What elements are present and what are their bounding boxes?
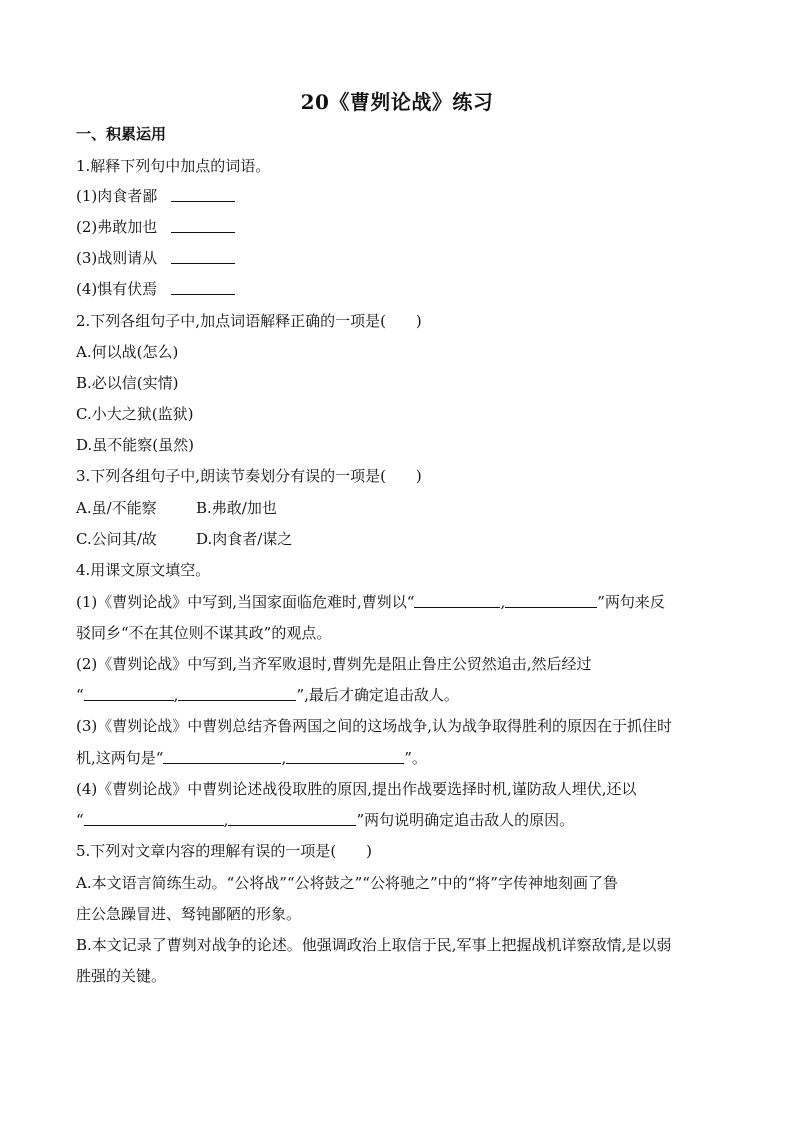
question-5-option-b-line-1[interactable]: B.本文记录了曹刿对战争的论述。他强调政治上取信于民,军事上把握战机详察敌情,是以弱 bbox=[76, 936, 672, 954]
page-title: 20《曹刿论战》练习 bbox=[300, 90, 494, 114]
item-text: (3)战则请从 bbox=[76, 249, 158, 267]
question-1-item-2 bbox=[76, 217, 726, 237]
fill-text: 机,这两句是“ bbox=[76, 749, 164, 767]
answer-blank[interactable] bbox=[171, 279, 235, 295]
question-3-option-d[interactable]: D.肉食者/谋之 bbox=[196, 530, 293, 548]
answer-blank[interactable] bbox=[286, 748, 404, 764]
answer-blank[interactable] bbox=[414, 592, 500, 608]
question-1-item-1 bbox=[76, 186, 726, 206]
fill-text: , bbox=[500, 593, 506, 611]
question-4-part-2-line-1: (2)《曹刿论战》中写到,当齐军败退时,曹刿先是阻止鲁庄公贸然追击,然后经过 bbox=[76, 655, 592, 673]
question-4-part-3-line-2 bbox=[76, 748, 726, 768]
question-2-option-c[interactable]: C.小大之狱(监狱) bbox=[76, 405, 194, 423]
answer-blank[interactable] bbox=[228, 810, 356, 826]
fill-text: ”。 bbox=[404, 749, 427, 767]
question-4-stem: 4.用课文原文填空。 bbox=[76, 561, 211, 579]
fill-text: ”两句说明确定追击敌人的原因。 bbox=[356, 811, 575, 829]
answer-blank[interactable] bbox=[178, 685, 296, 701]
question-2-option-d[interactable]: D.虽不能察(虽然) bbox=[76, 436, 194, 454]
question-2-stem: 2.下列各组句子中,加点词语解释正确的一项是( ) bbox=[76, 312, 422, 330]
answer-blank[interactable] bbox=[171, 248, 235, 264]
question-3-option-c[interactable]: C.公问其/故 bbox=[76, 530, 157, 548]
fill-text: (1)《曹刿论战》中写到,当国家面临危难时,曹刿以“ bbox=[76, 593, 415, 611]
question-4-part-3-line-1: (3)《曹刿论战》中曹刿总结齐鲁两国之间的这场战争,认为战争取得胜利的原因在于抓住时 bbox=[76, 717, 673, 735]
question-3-option-a[interactable]: A.虽/不能察 bbox=[76, 499, 157, 517]
answer-blank[interactable] bbox=[163, 748, 281, 764]
question-3-options-row-1 bbox=[76, 498, 726, 518]
question-3-option-b[interactable]: B.弗敢/加也 bbox=[196, 499, 277, 517]
question-3-stem: 3.下列各组句子中,朗读节奏划分有误的一项是( ) bbox=[76, 467, 422, 485]
item-text: (2)弗敢加也 bbox=[76, 218, 158, 236]
question-5-option-b-line-2: 胜强的关键。 bbox=[76, 967, 167, 985]
question-5-option-a-line-2: 庄公急躁冒进、驽钝鄙陋的形象。 bbox=[76, 905, 302, 923]
answer-blank[interactable] bbox=[84, 810, 224, 826]
question-2-option-b[interactable]: B.必以信(实情) bbox=[76, 374, 179, 392]
item-text: (4)惧有伏焉 bbox=[76, 280, 158, 298]
question-3-options-row-2 bbox=[76, 529, 726, 549]
question-4-part-4-line-1: (4)《曹刿论战》中曹刿论述战役取胜的原因,提出作战要选择时机,谨防敌人埋伏,还以 bbox=[76, 780, 637, 798]
fill-text: , bbox=[281, 749, 287, 767]
section-heading: 一、积累运用 bbox=[76, 125, 167, 143]
question-4-part-2-line-2 bbox=[76, 685, 726, 705]
fill-text: “ bbox=[76, 686, 84, 704]
question-2-option-a[interactable]: A.何以战(怎么) bbox=[76, 343, 179, 361]
answer-blank[interactable] bbox=[505, 592, 597, 608]
fill-text: ”两句来反 bbox=[597, 593, 665, 611]
question-4-part-4-line-2 bbox=[76, 810, 726, 830]
question-1-stem: 1.解释下列句中加点的词语。 bbox=[76, 157, 271, 175]
answer-blank[interactable] bbox=[171, 186, 235, 202]
question-5-stem: 5.下列对文章内容的理解有误的一项是( ) bbox=[76, 842, 373, 860]
fill-text: ”,最后才确定追击敌人。 bbox=[296, 686, 459, 704]
question-1-item-4 bbox=[76, 279, 726, 299]
answer-blank[interactable] bbox=[171, 217, 235, 233]
fill-text: , bbox=[173, 686, 179, 704]
question-4-part-1-line-2: 驳同乡“不在其位则不谋其政”的观点。 bbox=[76, 624, 332, 642]
question-5-option-a-line-1[interactable]: A.本文语言简练生动。“公将战”“公将鼓之”“公将驰之”中的“将”字传神地刻画了鲁 bbox=[76, 874, 618, 892]
fill-text: “ bbox=[76, 811, 84, 829]
answer-blank[interactable] bbox=[84, 685, 174, 701]
item-text: (1)肉食者鄙 bbox=[76, 187, 158, 205]
question-4-part-1-line-1 bbox=[76, 592, 726, 612]
fill-text: , bbox=[223, 811, 229, 829]
question-1-item-3 bbox=[76, 248, 726, 268]
